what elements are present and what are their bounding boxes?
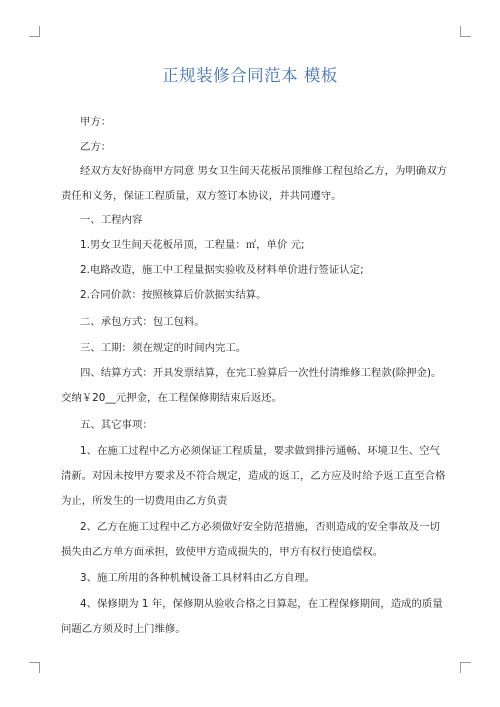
section-settlement-line-1: 四、结算方式：开具发票结算，在完工验算后一次性付清维修工程款(除押金)。 (80, 367, 442, 379)
section-schedule: 三、工期：须在规定的时间内完工。 (80, 342, 247, 354)
crop-mark-bottom-right (460, 662, 471, 673)
matter-4-line-2: 问题乙方须及时上门维修。 (61, 623, 186, 635)
party-b-line: 乙方： (80, 141, 112, 153)
section-settlement-line-2: 交纳￥20__元押金，在工程保修期结束后返还。 (61, 392, 283, 404)
crop-mark-top-right (460, 26, 471, 37)
clause-1-ceiling: 1.男女卫生间天花板吊顶，工程量：㎡，单价 元; (80, 239, 305, 251)
section-heading-other-matters: 五、其它事项： (80, 419, 153, 431)
clause-2-circuit: 2.电路改造，施工中工程量据实验收及材料单价进行签证认定; (80, 264, 364, 276)
matter-1-line-1: 1、在施工过程中乙方必须保证工程质量，要求做到排污通畅、环境卫生、空气 (80, 445, 440, 457)
party-a-line: 甲方： (80, 116, 112, 128)
crop-mark-top-left (29, 26, 40, 37)
matter-4-line-1: 4、保修期为 1 年，保修期从验收合格之日算起，在工程保修期间，造成的质量 (80, 598, 443, 610)
crop-mark-bottom-left (29, 662, 40, 673)
matter-2-line-2: 损失由乙方单方面承担，致使甲方造成损失的，甲方有权行使追偿权。 (61, 546, 384, 558)
matter-1-line-3: 为止，所发生的一切费用由乙方负责 (61, 495, 228, 507)
document-title: 正规装修合同范本 模板 (162, 66, 338, 85)
matter-2-line-1: 2、乙方在施工过程中乙方必须做好安全防范措施，否则造成的安全事故及一切 (80, 521, 440, 533)
clause-2-contract-price: 2.合同价款：按照核算后价款据实结算。 (80, 289, 267, 301)
section-contract-method: 二、承包方式：包工包料。 (80, 316, 205, 328)
intro-paragraph-line-2: 责任和义务，保证工程质量，双方签订本协议，并共同遵守。 (61, 190, 342, 202)
matter-1-line-2: 清新。对因未按甲方要求及不符合规定，造成的返工，乙方应及时给予返工直至合格 (61, 470, 446, 482)
matter-3: 3、施工所用的各种机械设备工具材料由乙方自理。 (80, 572, 316, 584)
section-heading-work-content: 一、工程内容 (80, 214, 143, 226)
intro-paragraph-line-1: 经双方友好协商甲方同意 男女卫生间天花板吊顶维修工程包给乙方，为明确双方 (80, 165, 447, 177)
